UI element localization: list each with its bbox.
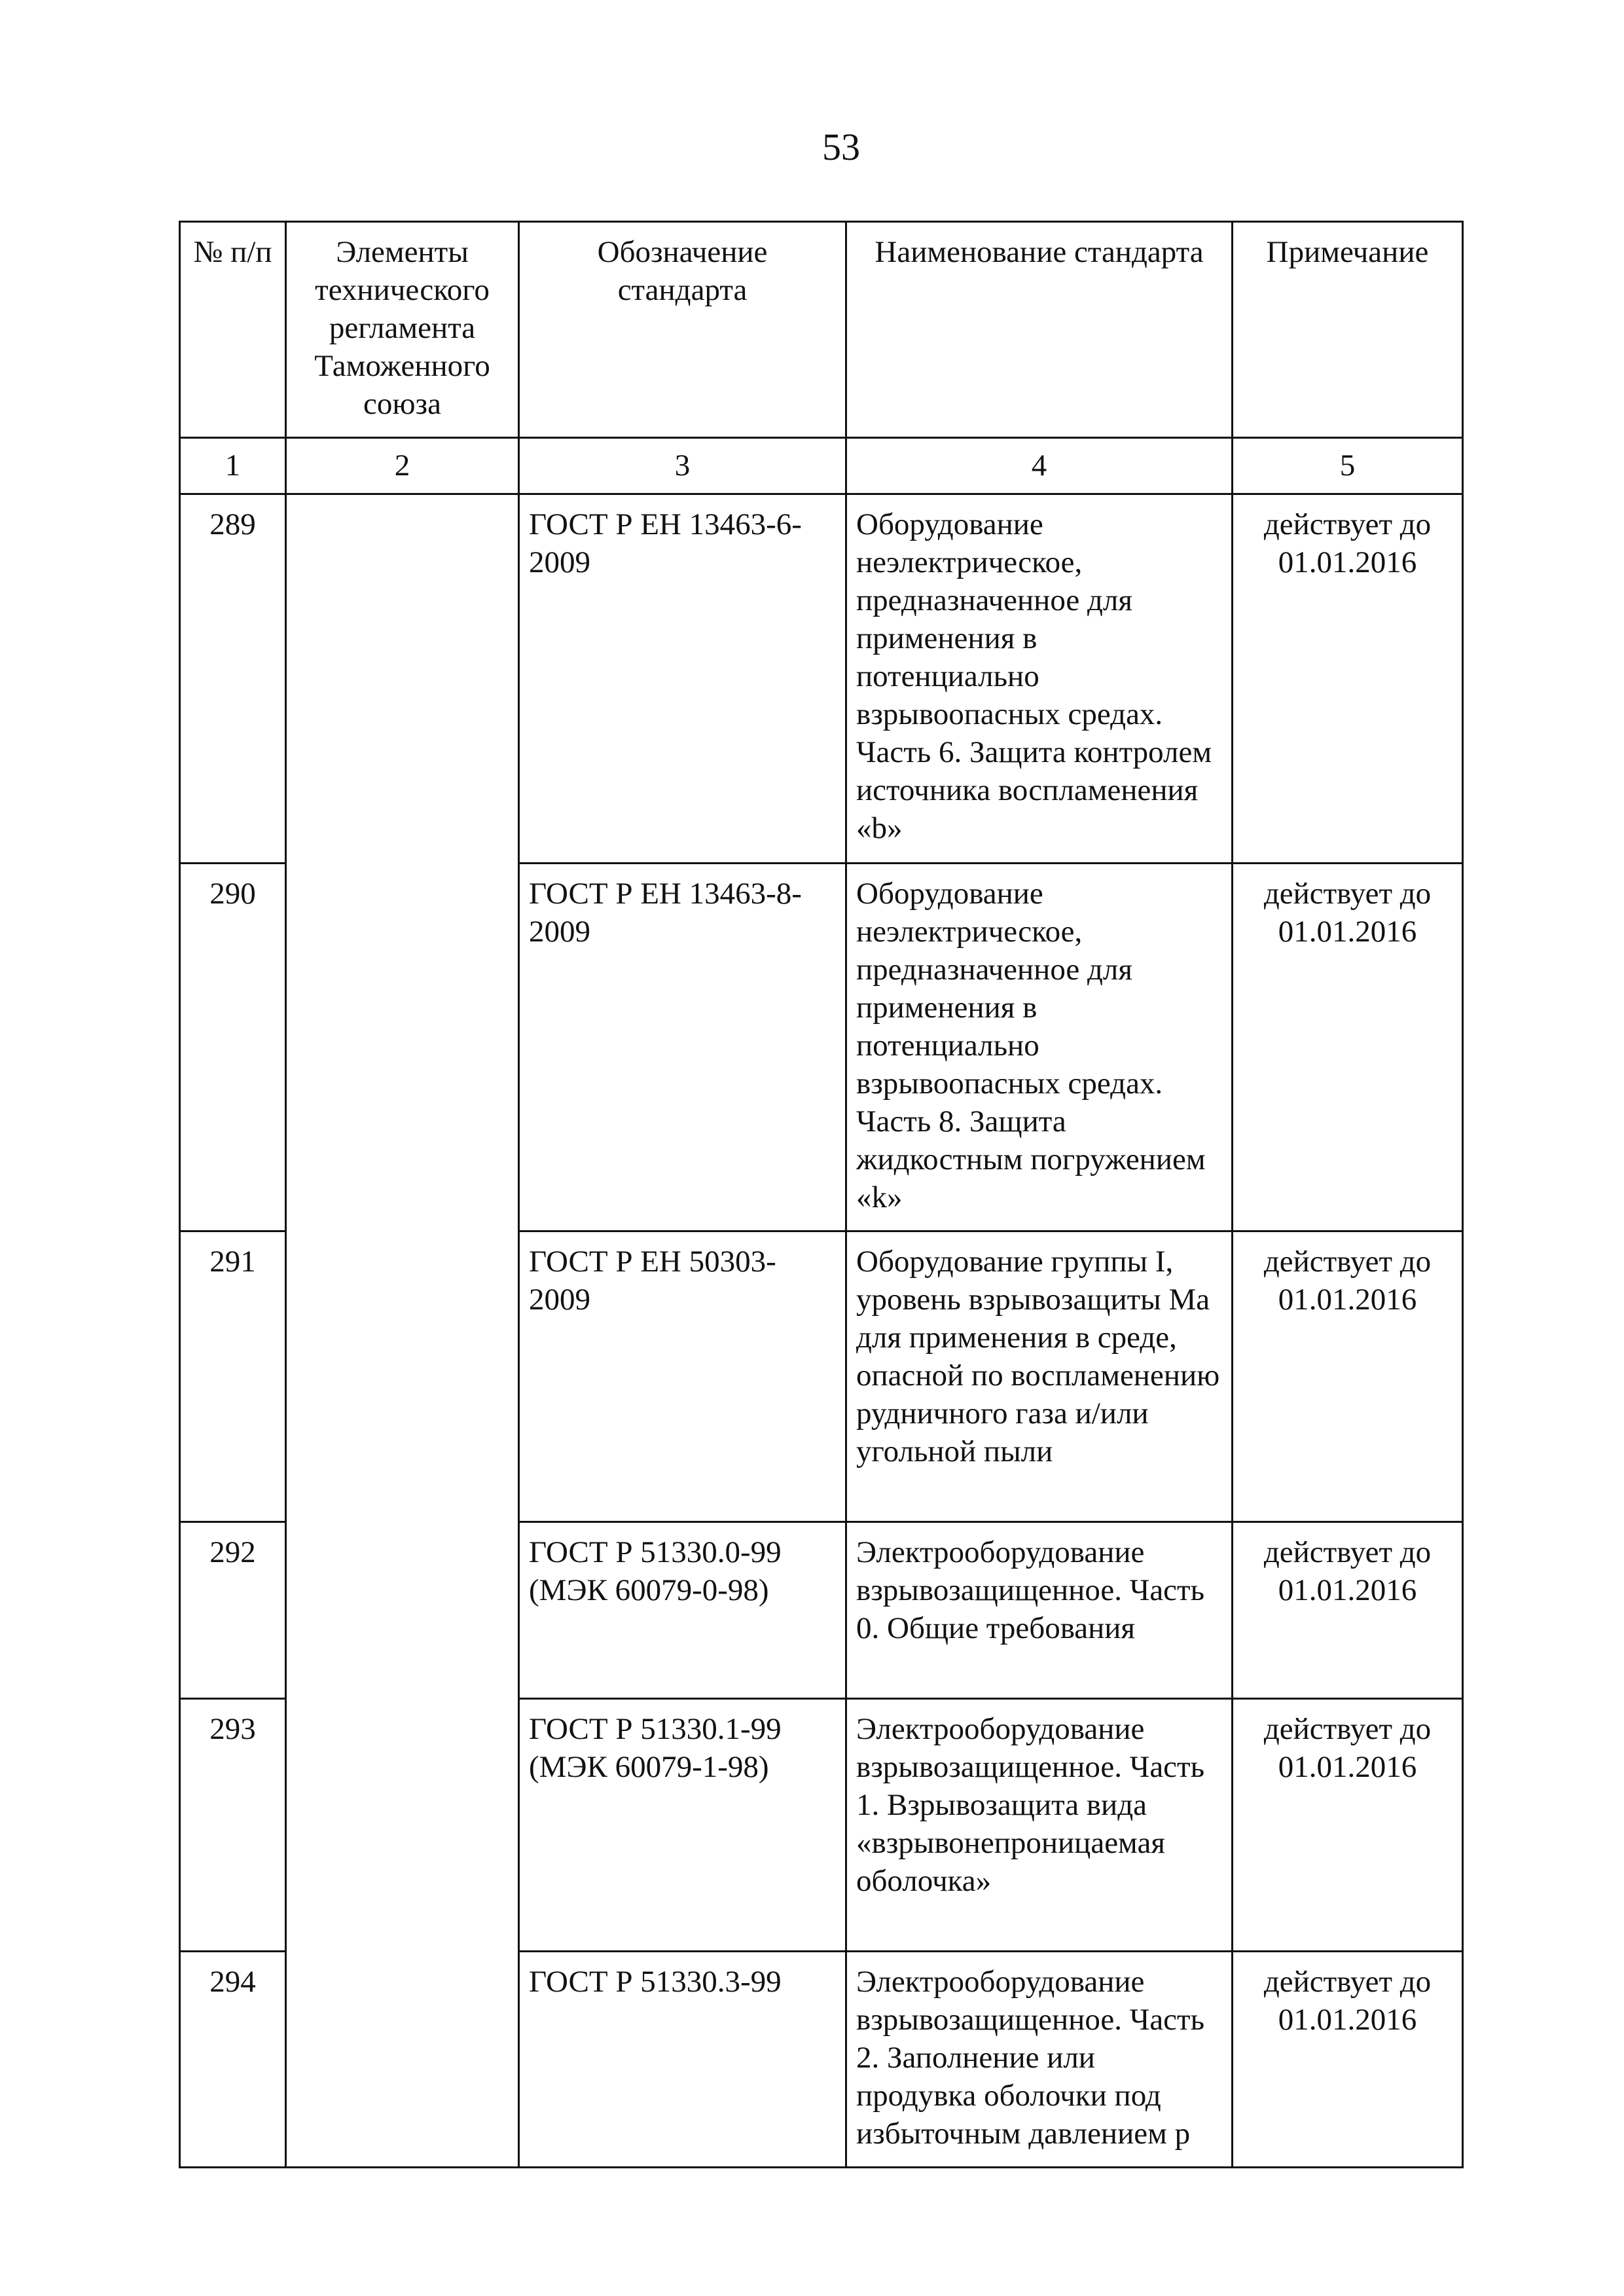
column-number: 5 [1233, 438, 1463, 494]
row-num: 290 [180, 864, 286, 1231]
column-number: 4 [846, 438, 1233, 494]
row-name: Электрооборудование взрывозащищенное. Часть 2. Заполнение или продувка оболочки под избыточным давлением р [846, 1952, 1233, 2168]
row-note: действует до 01.01.2016 [1233, 864, 1463, 1231]
row-note: действует до 01.01.2016 [1233, 1231, 1463, 1522]
row-designation: ГОСТ Р 51330.0-99 (МЭК 60079-0-98) [519, 1522, 846, 1699]
header-name: Наименование стандарта [846, 222, 1233, 438]
row-num: 292 [180, 1522, 286, 1699]
row-name: Электрооборудование взрывозащищенное. Часть 1. Взрывозащита вида «взрывонепроницаемая оболочка» [846, 1699, 1233, 1952]
row-note: действует до 01.01.2016 [1233, 494, 1463, 864]
row-note: действует до 01.01.2016 [1233, 1952, 1463, 2168]
elements-cell [286, 494, 519, 2168]
row-note: действует до 01.01.2016 [1233, 1522, 1463, 1699]
row-name: Оборудование неэлектрическое, предназначенное для применения в потенциально взрывоопасных средах. Часть 6. Защита контролем источника воспламенения «b» [846, 494, 1233, 864]
row-note: действует до 01.01.2016 [1233, 1699, 1463, 1952]
row-name: Оборудование неэлектрическое, предназначенное для применения в потенциально взрывоопасных средах. Часть 8. Защита жидкостным погружением «k» [846, 864, 1233, 1231]
row-designation: ГОСТ Р ЕН 13463-6-2009 [519, 494, 846, 864]
header-row [180, 222, 1463, 438]
row-designation: ГОСТ Р ЕН 50303-2009 [519, 1231, 846, 1522]
column-number-row [180, 438, 1463, 494]
page-number: 53 [822, 126, 860, 168]
table-row [180, 494, 1463, 864]
row-name: Электрооборудование взрывозащищенное. Часть 0. Общие требования [846, 1522, 1233, 1699]
row-designation: ГОСТ Р 51330.1-99 (МЭК 60079-1-98) [519, 1699, 846, 1952]
row-num: 291 [180, 1231, 286, 1522]
row-designation: ГОСТ Р ЕН 13463-8-2009 [519, 864, 846, 1231]
header-num: № п/п [180, 222, 286, 438]
row-num: 289 [180, 494, 286, 864]
column-number: 1 [180, 438, 286, 494]
row-name: Оборудование группы I, уровень взрывозащиты Ма для применения в среде, опасной по воспламенению рудничного газа и/или угольной пыли [846, 1231, 1233, 1522]
header-note: Примечание [1233, 222, 1463, 438]
standards-table [179, 221, 1464, 2168]
column-number: 2 [286, 438, 519, 494]
row-num: 293 [180, 1699, 286, 1952]
header-elements: Элементы технического регламента Таможенного союза [286, 222, 519, 438]
row-designation: ГОСТ Р 51330.3-99 [519, 1952, 846, 2168]
column-number: 3 [519, 438, 846, 494]
row-num: 294 [180, 1952, 286, 2168]
header-designation: Обозначение стандарта [519, 222, 846, 438]
